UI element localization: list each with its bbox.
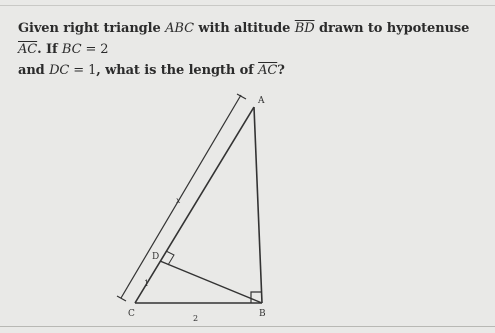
question-segment: drawn to hypotenuse	[314, 21, 470, 36]
question-segment: Given right triangle	[18, 21, 166, 36]
vertex-label-b: B	[259, 309, 266, 319]
right-angle-mark-d	[166, 251, 174, 265]
question-segment: . If	[37, 42, 62, 57]
dimension-tick-top	[237, 94, 246, 99]
length-label-dc: 1	[144, 279, 150, 288]
vertex-label-c: C	[128, 309, 135, 319]
vertex-label-a: A	[258, 96, 265, 106]
given-bc-value: = 2	[81, 42, 109, 57]
question-segment: and	[18, 63, 50, 78]
side-ac-hypotenuse	[135, 107, 254, 303]
hypotenuse-dimension-line	[121, 95, 241, 298]
altitude-segment-name: $\overline{BD}$	[294, 21, 315, 36]
length-label-x: x	[176, 196, 181, 205]
question-segment: , what is the length of	[96, 63, 259, 78]
question-segment: ?	[277, 63, 285, 78]
vertex-label-d: D	[152, 252, 160, 262]
given-dc-value: = 1	[69, 63, 97, 78]
triangle-name: ABC	[165, 21, 194, 36]
altitude-bd	[160, 261, 262, 303]
side-ab	[254, 107, 262, 303]
hypotenuse-segment-name: $\overline{AC}$	[18, 42, 38, 57]
unknown-segment-name: $\overline{AC}$	[258, 63, 278, 78]
given-dc-name: DC	[49, 63, 70, 78]
bottom-edge	[0, 326, 495, 327]
given-bc-name: BC	[61, 42, 82, 57]
length-label-bc: 2	[193, 314, 199, 323]
question-segment: with altitude	[193, 21, 295, 36]
